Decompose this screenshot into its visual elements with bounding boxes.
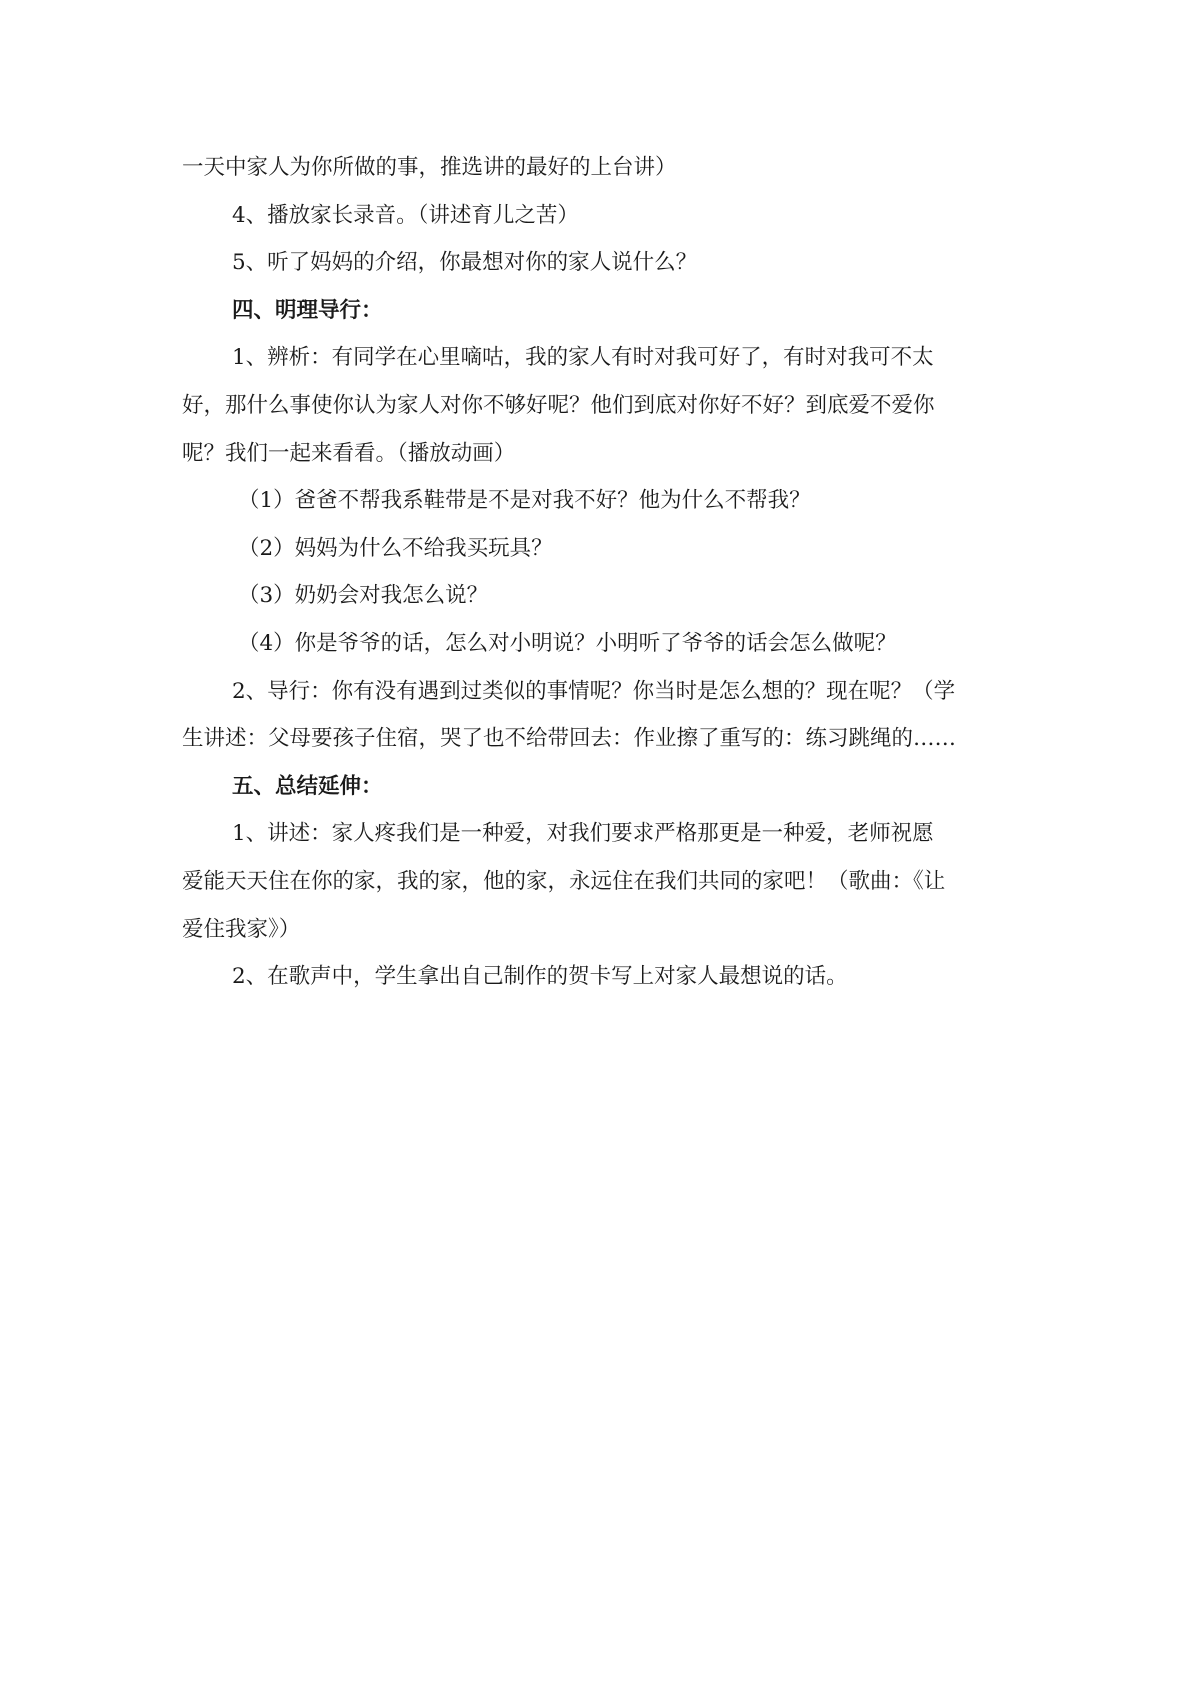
- list-item: （3）奶奶会对我怎么说？: [238, 583, 489, 609]
- list-item: （1）爸爸不帮我系鞋带是不是对我不好？他为什么不帮我？: [238, 488, 811, 514]
- section-heading: 四、明理导行：: [232, 297, 383, 323]
- paragraph-line: 一天中家人为你所做的事，推选讲的最好的上台讲）: [182, 155, 677, 180]
- paragraph-line: 2、在歌声中，学生拿出自己制作的贺卡写上对家人最想说的话。: [232, 964, 848, 990]
- paragraph-line: 5、听了妈妈的介绍，你最想对你的家人说什么？: [232, 250, 698, 276]
- paragraph-line: 好，那什么事使你认为家人对你不够好呢？他们到底对你好不好？到底爱不爱你: [182, 392, 935, 418]
- list-item: （4）你是爷爷的话，怎么对小明说？小明听了爷爷的话会怎么做呢？: [238, 630, 897, 656]
- paragraph-line: 2、导行：你有没有遇到过类似的事情呢？你当时是怎么想的？现在呢？（学: [232, 678, 956, 704]
- paragraph-line: 爱住我家》）: [182, 916, 301, 942]
- document-body: [182, 144, 1022, 1001]
- list-item: （2）妈妈为什么不给我买玩具？: [238, 535, 553, 561]
- paragraph-line: 4、播放家长录音。（讲述育儿之苦）: [232, 202, 579, 228]
- section-heading: 五、总结延伸：: [232, 773, 383, 799]
- paragraph-line: 1、讲述：家人疼我们是一种爱，对我们要求严格那更是一种爱，老师祝愿: [232, 821, 934, 847]
- paragraph-line: 生讲述：父母要孩子住宿，哭了也不给带回去：作业擦了重写的：练习跳绳的……: [182, 726, 957, 752]
- paragraph-line: 爱能天天住在你的家，我的家，他的家，永远住在我们共同的家吧！（歌曲：《让: [182, 868, 946, 894]
- paragraph-line: 1、辨析：有同学在心里嘀咕，我的家人有时对我可好了，有时对我可不太: [232, 345, 934, 371]
- paragraph-line: 呢？我们一起来看看。（播放动画）: [182, 440, 516, 466]
